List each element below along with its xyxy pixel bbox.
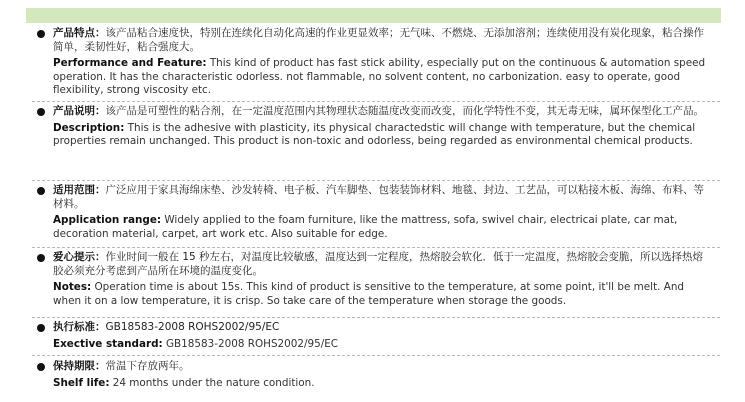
cn-text: 常温下存放两年。 bbox=[105, 360, 190, 372]
cn-label: 产品特点： bbox=[53, 27, 106, 39]
cn-text: 该产品是可塑性的粘合剂，在一定温度范围内其物理状态随温度改变而改变，而化学特性不变，其无毒无味，属环保型化工产品。 bbox=[105, 105, 704, 117]
bullet-icon bbox=[37, 108, 45, 116]
en-text: This kind of product has fast stick ability, especially put on the continuous & automation speed operation. It has the characteristic odorless. not flammable, no solvent content, no carbonization. easy to operate, good flexibility, strong viscosity etc. bbox=[53, 57, 706, 97]
cn-paragraph bbox=[53, 105, 707, 119]
cn-label: 保持期限： bbox=[53, 360, 106, 372]
divider bbox=[32, 355, 720, 357]
section-standard bbox=[37, 321, 707, 351]
bullet-icon bbox=[37, 324, 45, 332]
cn-paragraph bbox=[53, 184, 707, 211]
en-label: Description: bbox=[53, 121, 125, 134]
cn-label: 执行标准： bbox=[53, 321, 106, 333]
divider bbox=[32, 180, 720, 182]
cn-text: 该产品粘合速度快，特别在连续化自动化高速的作业更显效率；无气味、不燃烧、无添加溶剂；连续使用没有炭化现象，粘合操作简单，柔韧性好，粘合强度大。 bbox=[53, 27, 704, 53]
cn-paragraph bbox=[53, 360, 707, 374]
bullet-icon bbox=[37, 187, 45, 195]
cn-label: 适用范围： bbox=[53, 184, 106, 196]
en-label: Performance and Feature: bbox=[53, 57, 207, 69]
bullet-icon bbox=[37, 254, 45, 262]
cn-text: 广泛应用于家具海绵床垫、沙发转椅、电子板、汽车脚垫、包装装饰材料、地毯、封边、工艺品，可以粘接木板、海绵、布料、等材料。 bbox=[53, 184, 704, 210]
en-paragraph bbox=[53, 377, 707, 391]
cn-text: 作业时间一般在 15 秒左右，对温度比较敏感，温度达到一定程度，热熔胶会软化．低于一定温度，热熔胶会变脆，所以选择热熔胶必须充分考虑到产品所在环境的温度变化。 bbox=[53, 251, 704, 277]
en-label: Shelf life: bbox=[53, 376, 110, 389]
section-application bbox=[37, 184, 707, 241]
section-description bbox=[37, 105, 707, 149]
cn-paragraph bbox=[53, 251, 707, 278]
section-notes bbox=[37, 251, 707, 308]
en-text: Widely applied to the foam furniture, like the mattress, sofa, swivel chair, electricai plate, car mat, decoration material, carpet, art work etc. Also suitable for edge. bbox=[53, 214, 678, 240]
en-text: GB18583-2008 ROHS2002/95/EC bbox=[162, 337, 339, 350]
divider bbox=[32, 101, 720, 103]
bullet-icon bbox=[37, 363, 45, 371]
cn-paragraph bbox=[53, 27, 707, 54]
cn-label: 爱心提示： bbox=[53, 251, 106, 263]
cn-label: 产品说明： bbox=[53, 105, 106, 117]
bullet-icon bbox=[37, 30, 45, 38]
divider bbox=[32, 247, 720, 249]
cn-text: GB18583-2008 ROHS2002/95/EC bbox=[105, 321, 280, 333]
en-paragraph bbox=[53, 122, 707, 149]
en-text: This is the adhesive with plasticity, its physical charactedstic will change with temperature, but the chemical properties remain unchanged. This product is non-toxic and odorless, being regarded as environmental chemical products. bbox=[53, 121, 696, 148]
en-paragraph bbox=[53, 281, 707, 308]
header-bar bbox=[26, 8, 721, 23]
divider bbox=[32, 317, 720, 319]
en-paragraph bbox=[53, 57, 707, 98]
en-paragraph bbox=[53, 214, 707, 241]
en-label: Notes: bbox=[53, 281, 92, 293]
en-paragraph bbox=[53, 338, 707, 352]
section-features bbox=[37, 27, 707, 98]
cn-paragraph bbox=[53, 321, 707, 335]
en-label: Exective standard: bbox=[53, 337, 163, 350]
en-label: Application range: bbox=[53, 214, 162, 226]
en-text: Operation time is about 15s. This kind of product is sensitive to the temperature, at some point, it'll be melt. And when it on a low temperature, it is crisp. So take care of the temperature when storage the goods. bbox=[53, 281, 685, 307]
en-text: 24 months under the nature condition. bbox=[109, 376, 315, 389]
section-shelf-life bbox=[37, 360, 707, 390]
